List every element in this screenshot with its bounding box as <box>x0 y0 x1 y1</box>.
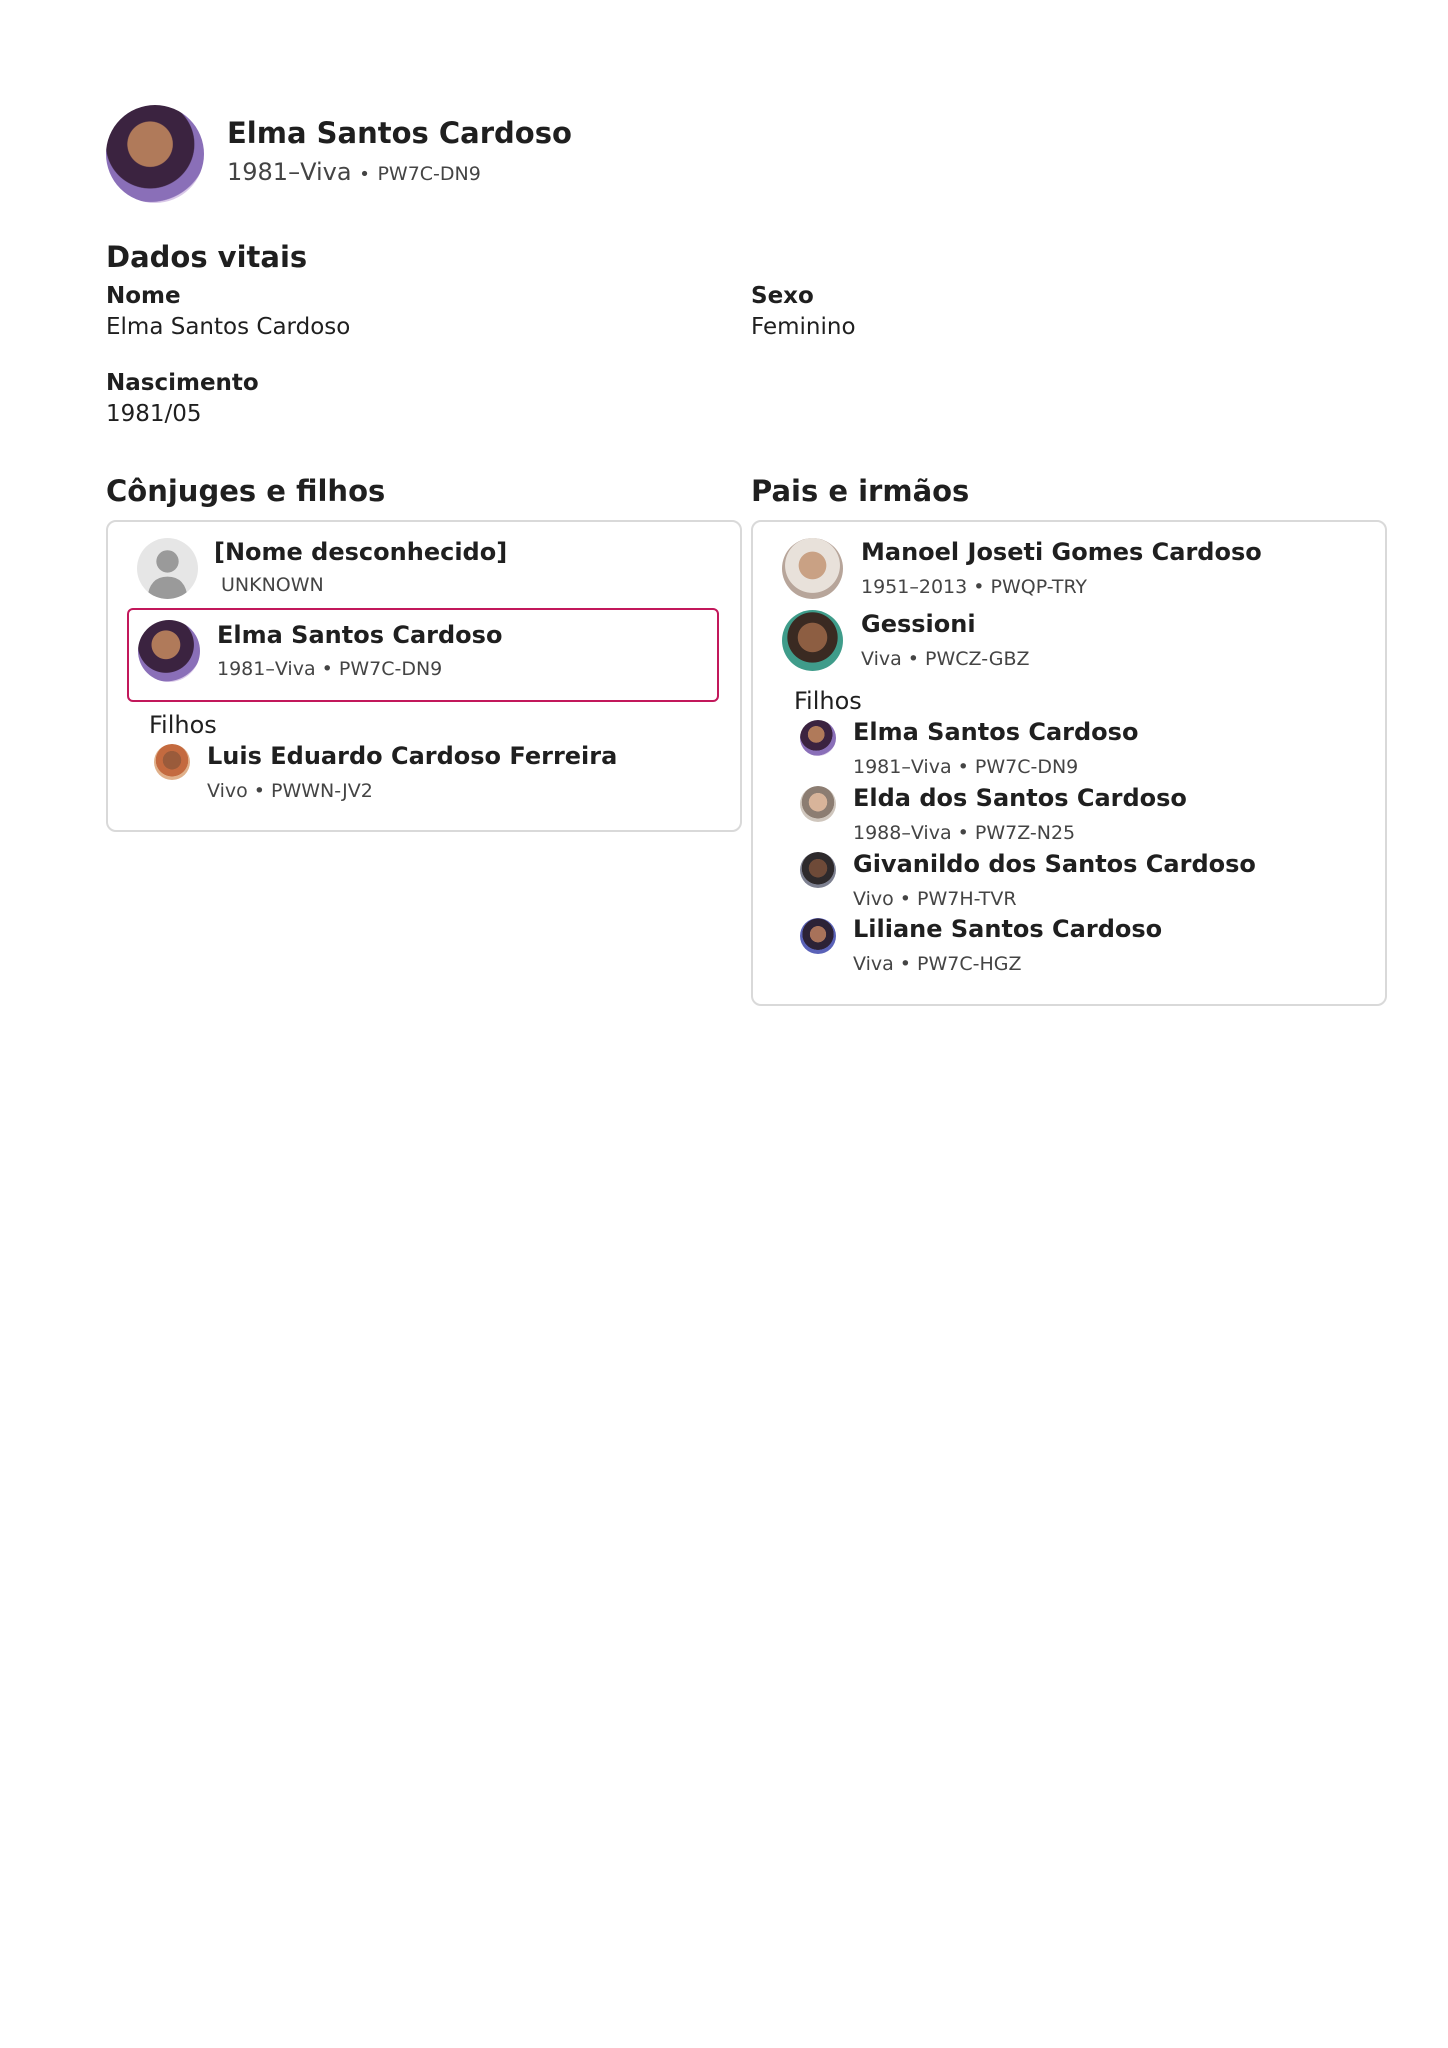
mother-info: Viva • PWCZ-GBZ <box>861 648 1030 670</box>
sibling-avatar <box>800 852 836 888</box>
sibling-info: Vivo • PW7H-TVR <box>853 888 1017 910</box>
self-name[interactable]: Elma Santos Cardoso <box>217 621 503 649</box>
spouses-children-label: Filhos <box>149 711 217 739</box>
sibling-avatar <box>800 720 836 756</box>
profile-lifespan <box>227 158 481 186</box>
child-name[interactable]: Luis Eduardo Cardoso Ferreira <box>207 742 618 770</box>
father-avatar <box>782 538 843 599</box>
parents-children-label: Filhos <box>794 687 862 715</box>
sibling-info: 1988–Viva • PW7Z-N25 <box>853 822 1076 844</box>
sibling-name[interactable]: Elma Santos Cardoso <box>853 718 1139 746</box>
spouse-info: UNKNOWN <box>221 574 324 596</box>
mother-name[interactable]: Gessioni <box>861 610 976 638</box>
father-info: 1951–2013 • PWQP-TRY <box>861 576 1088 598</box>
self-info: 1981–Viva • PW7C-DN9 <box>217 658 443 680</box>
vital-name-value: Elma Santos Cardoso <box>106 314 351 340</box>
profile-lifespan-years: 1981–Viva <box>227 158 352 186</box>
vital-birth-value: 1981/05 <box>106 401 202 427</box>
mother-avatar <box>782 610 843 671</box>
sibling-info: 1981–Viva • PW7C-DN9 <box>853 756 1079 778</box>
vital-sex-value: Feminino <box>751 314 856 340</box>
profile-avatar <box>106 105 204 203</box>
child-avatar <box>154 744 190 780</box>
sibling-name[interactable]: Liliane Santos Cardoso <box>853 915 1163 943</box>
vital-sex-label: Sexo <box>751 283 814 309</box>
profile-separator: • <box>359 164 370 185</box>
sibling-avatar <box>800 786 836 822</box>
profile-pid[interactable]: PW7C-DN9 <box>377 163 481 185</box>
vital-heading: Dados vitais <box>106 240 308 274</box>
self-avatar <box>138 620 200 682</box>
spouse-name[interactable]: [Nome desconhecido] <box>214 538 508 566</box>
father-name[interactable]: Manoel Joseti Gomes Cardoso <box>861 538 1262 566</box>
sibling-name[interactable]: Elda dos Santos Cardoso <box>853 784 1187 812</box>
spouses-heading: Cônjuges e filhos <box>106 474 386 508</box>
sibling-avatar <box>800 918 836 954</box>
sibling-name[interactable]: Givanildo dos Santos Cardoso <box>853 850 1256 878</box>
profile-name: Elma Santos Cardoso <box>227 116 572 150</box>
parents-heading: Pais e irmãos <box>751 474 970 508</box>
sibling-info: Viva • PW7C-HGZ <box>853 953 1022 975</box>
child-info: Vivo • PWWN-JV2 <box>207 780 373 802</box>
person-silhouette-icon <box>137 538 198 599</box>
vital-birth-label: Nascimento <box>106 370 259 396</box>
vital-name-label: Nome <box>106 283 181 309</box>
